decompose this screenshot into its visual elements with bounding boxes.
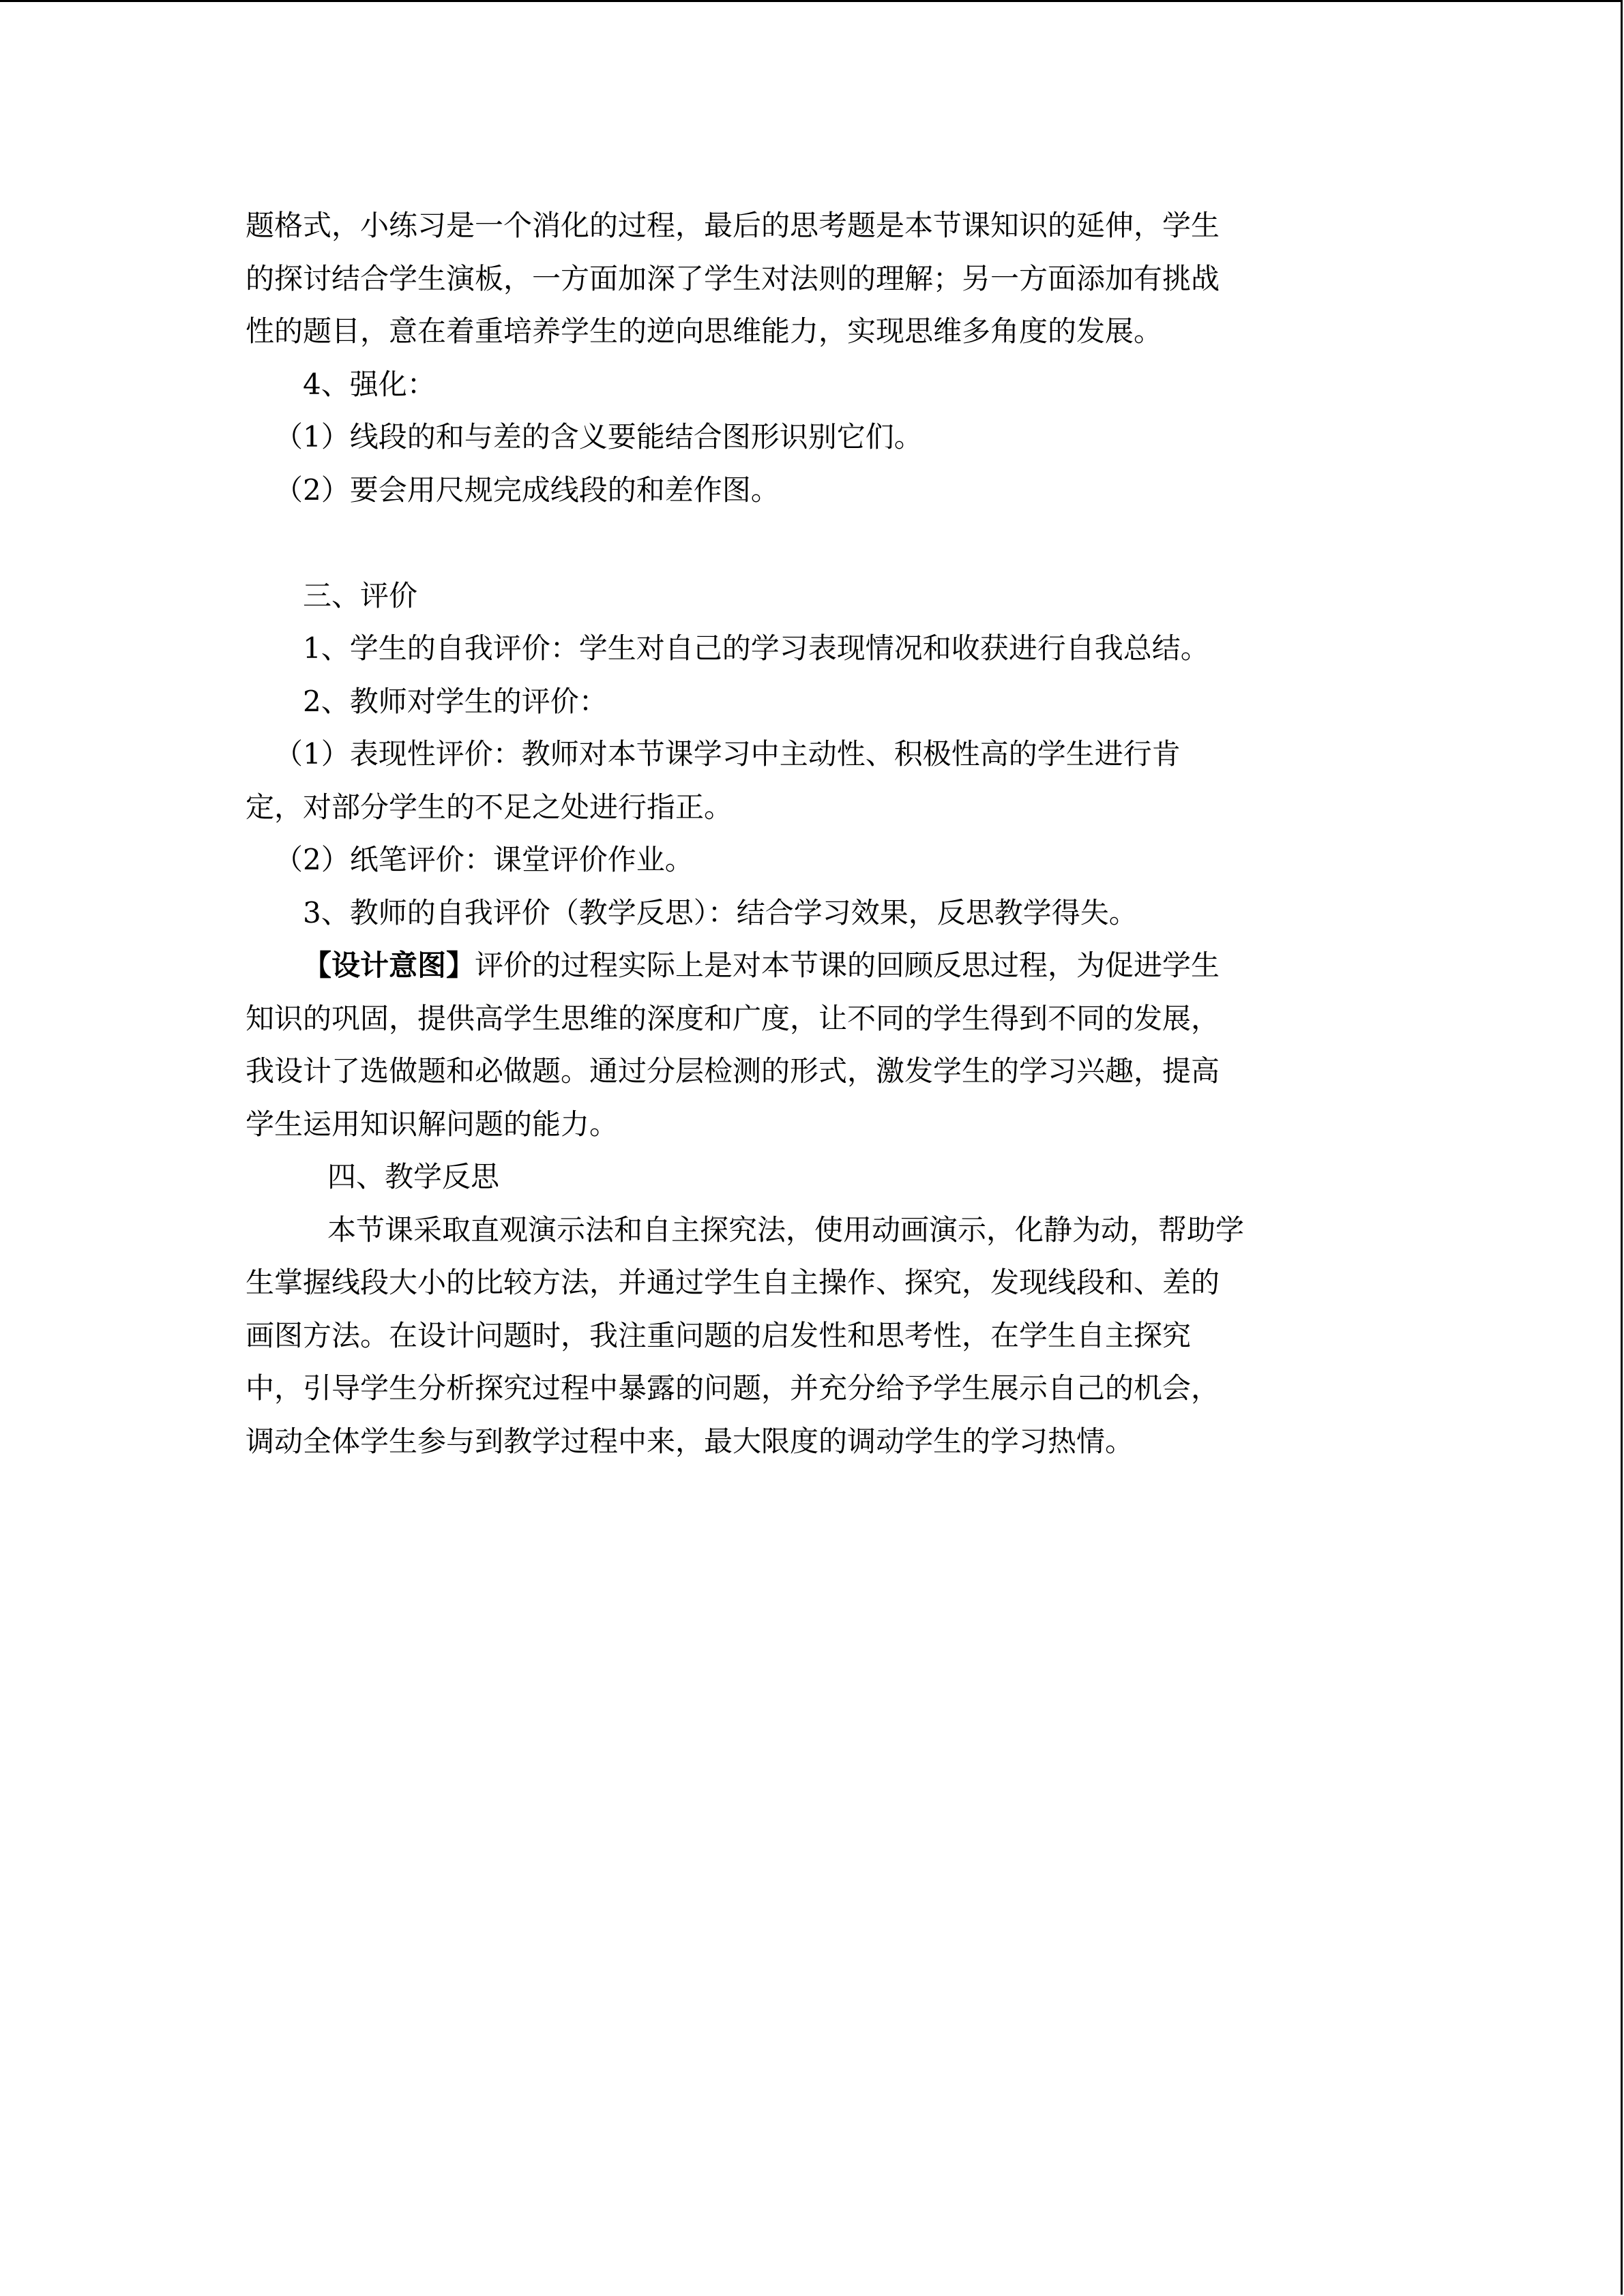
paragraph-line: 我设计了选做题和必做题。通过分层检测的形式，激发学生的学习兴趣，提高 bbox=[246, 1054, 1220, 1088]
paragraph-line: 本节课采取直观演示法和自主探究法，使用动画演示，化静为动，帮助学 bbox=[327, 1212, 1245, 1247]
paragraph-line: 生掌握线段大小的比较方法，并通过学生自主操作、探究，发现线段和、差的 bbox=[246, 1266, 1220, 1299]
design-intent-line bbox=[246, 939, 1378, 992]
design-intent-text: 评价的过程实际上是对本节课的回顾反思过程，为促进学生 bbox=[475, 949, 1220, 982]
section-heading-strengthen: 4、强化： bbox=[303, 367, 436, 401]
blank-line bbox=[246, 516, 1378, 569]
paragraph-line: 性的题目，意在着重培养学生的逆向思维能力，实现思维多角度的发展。 bbox=[246, 314, 1163, 348]
paragraph-line: 中，引导学生分析探究过程中暴露的问题，并充分给予学生展示自己的机会， bbox=[246, 1371, 1220, 1405]
paragraph-line: 题格式，小练习是一个消化的过程，最后的思考题是本节课知识的延伸，学生 bbox=[246, 209, 1220, 242]
evaluation-item: 2、教师对学生的评价： bbox=[303, 684, 608, 718]
paragraph-line: 画图方法。在设计问题时，我注重问题的启发性和思考性，在学生自主探究 bbox=[246, 1318, 1192, 1352]
section-heading-reflection: 四、教学反思 bbox=[327, 1160, 500, 1193]
evaluation-subitem-continued: 定，对部分学生的不足之处进行指正。 bbox=[246, 790, 733, 824]
evaluation-subitem: （1）表现性评价：教师对本节课学习中主动性、积极性高的学生进行肯 bbox=[274, 737, 1181, 771]
paragraph-line: 的探讨结合学生演板，一方面加深了学生对法则的理解；另一方面添加有挑战 bbox=[246, 261, 1220, 295]
list-item: （1）线段的和与差的含义要能结合图形识别它们。 bbox=[274, 420, 923, 453]
paragraph-line: 调动全体学生参与到教学过程中来，最大限度的调动学生的学习热情。 bbox=[246, 1424, 1134, 1458]
evaluation-item: 3、教师的自我评价（教学反思）：结合学习效果，反思教学得失。 bbox=[303, 895, 1138, 929]
list-item: （2）要会用尺规完成线段的和差作图。 bbox=[274, 473, 780, 507]
paragraph-line: 知识的巩固，提供高学生思维的深度和广度，让不同的学生得到不同的发展， bbox=[246, 1001, 1220, 1035]
evaluation-item: 1、学生的自我评价：学生对自己的学习表现情况和收获进行自我总结。 bbox=[303, 631, 1209, 665]
document-body bbox=[246, 199, 1378, 1467]
design-intent-label: 【设计意图】 bbox=[303, 949, 475, 982]
section-heading-evaluation: 三、评价 bbox=[303, 578, 418, 612]
evaluation-subitem: （2）纸笔评价：课堂评价作业。 bbox=[274, 843, 694, 876]
paragraph-line: 学生运用知识解问题的能力。 bbox=[246, 1107, 619, 1141]
